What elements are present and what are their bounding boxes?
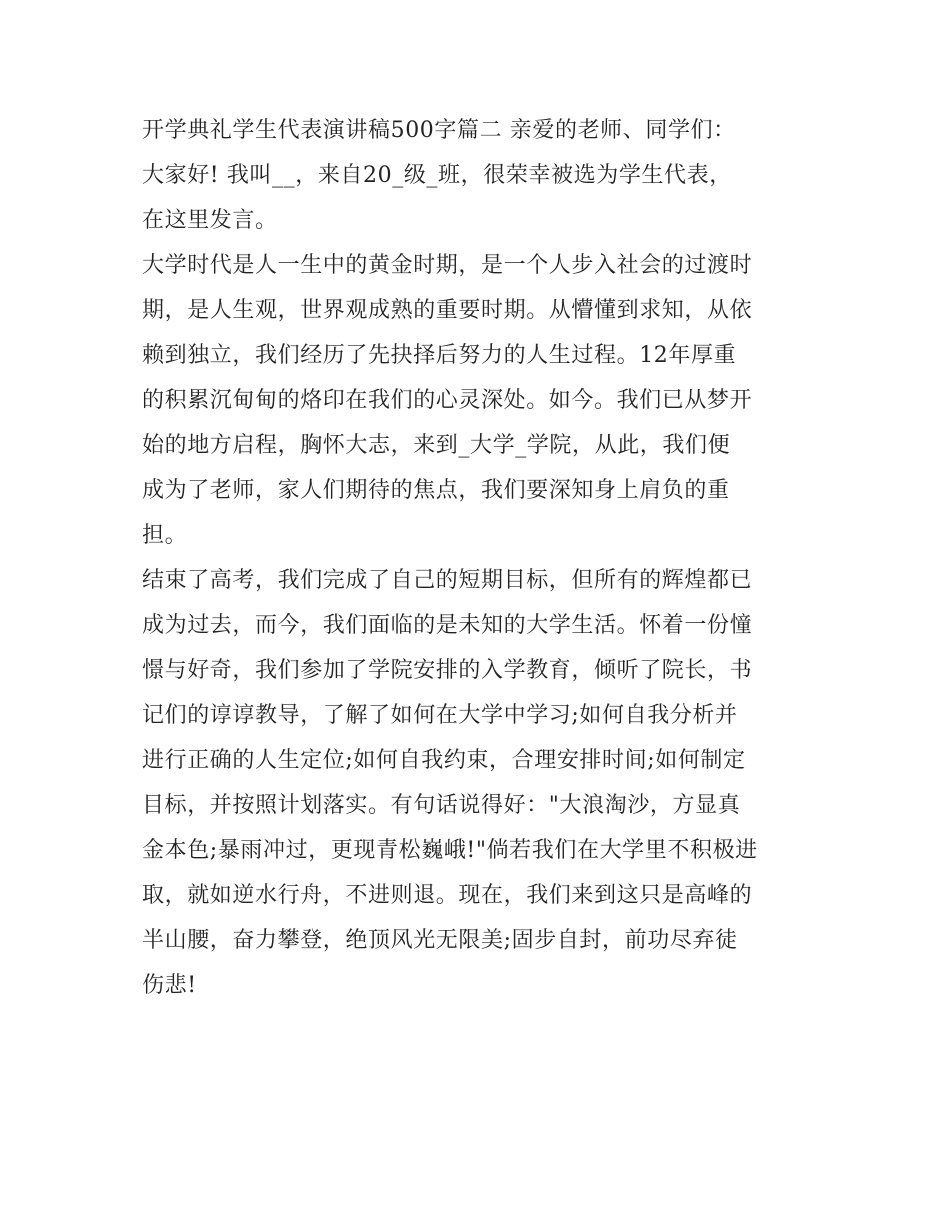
text-line: 期，是人生观，世界观成熟的重要时期。从懵懂到求知，从依 — [142, 298, 753, 323]
text-line: 的积累沉甸甸的烙印在我们的心灵深处。如今。我们已从梦开 — [142, 388, 753, 413]
text-line: 伤悲! — [142, 973, 197, 998]
text-line: 大学时代是人一生中的黄金时期，是一个人步入社会的过渡时 — [142, 253, 753, 278]
text-line: 大家好! 我叫__，来自20_级_班，很荣幸被选为学生代表， — [142, 163, 732, 188]
text-line: 赖到独立，我们经历了先抉择后努力的人生过程。12年厚重 — [142, 343, 737, 368]
text-line: 金本色;暴雨冲过，更现青松巍峨!"倘若我们在大学里不积极进 — [142, 838, 758, 863]
text-line: 担。 — [142, 523, 188, 548]
text-line: 成为了老师，家人们期待的焦点，我们要深知身上肩负的重 — [142, 478, 730, 503]
text-line: 成为过去，而今，我们面临的是未知的大学生活。怀着一份憧 — [142, 613, 753, 638]
text-line: 始的地方启程，胸怀大志，来到_大学_学院，从此，我们便 — [142, 433, 731, 458]
text-line: 半山腰，奋力攀登，绝顶风光无限美;固步自封，前功尽弃徒 — [142, 928, 738, 953]
document-body — [142, 108, 822, 1008]
text-line: 进行正确的人生定位;如何自我约束，合理安排时间;如何制定 — [142, 748, 746, 773]
text-line: 取，就如逆水行舟，不进则退。现在，我们来到这只是高峰的 — [142, 883, 753, 908]
text-line: 记们的谆谆教导，了解了如何在大学中学习;如何自我分析并 — [142, 703, 738, 728]
text-line: 憬与好奇，我们参加了学院安排的入学教育，倾听了院长，书 — [142, 658, 753, 683]
text-line: 目标，并按照计划落实。有句话说得好："大浪淘沙，方显真 — [142, 793, 741, 818]
text-line: 结束了高考，我们完成了自己的短期目标，但所有的辉煌都已 — [142, 568, 753, 593]
text-line: 开学典礼学生代表演讲稿500字篇二 亲爱的老师、同学们： — [142, 118, 736, 143]
text-line: 在这里发言。 — [142, 208, 278, 233]
